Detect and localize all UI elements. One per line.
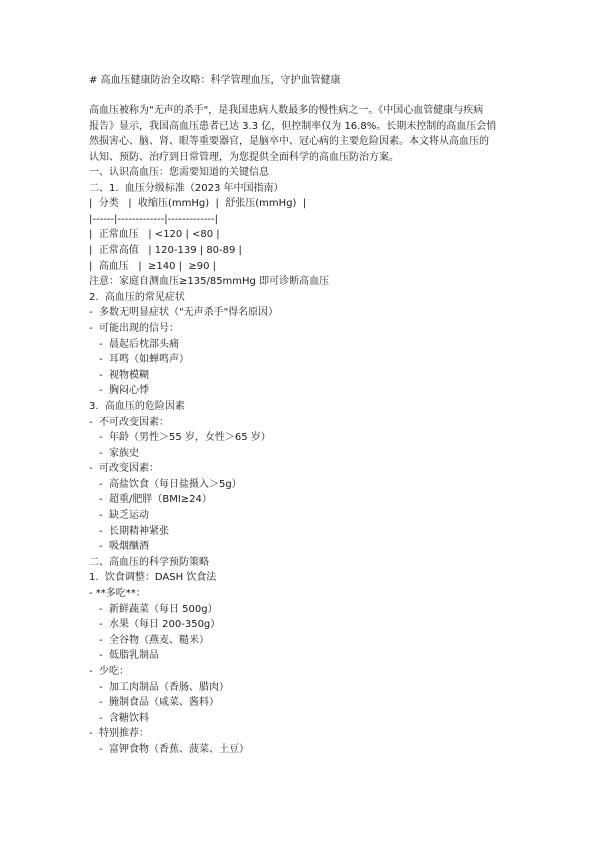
body-line: 二、1. 血压分级标准（2023 年中国指南）	[89, 182, 284, 194]
sub-list-item: - 家族史	[99, 447, 139, 459]
body-line: | 正常高值 | 120-139 | 80-89 |	[89, 244, 242, 256]
sub-list-item: - 低脂乳制品	[99, 650, 159, 662]
sub-list-item: - 富钾食物（香蕉、菠菜、土豆）	[99, 743, 249, 755]
sub-list-item: - 水果（每日 200-350g）	[99, 619, 221, 631]
intro-paragraph	[89, 103, 509, 165]
body-line: 二、高血压的科学预防策略	[89, 556, 209, 568]
sub-list-item: - 吸烟酗酒	[99, 541, 149, 553]
body-line: - 不可改变因素：	[89, 416, 169, 428]
body-line: | 正常血压 | <120 | <80 |	[89, 229, 220, 241]
document-title: # 高血压健康防治全攻略：科学管理血压，守护血管健康	[89, 75, 341, 86]
body-line: 3. 高血压的危险因素	[89, 400, 185, 412]
body-line: - 可能出现的信号：	[89, 322, 179, 334]
intro-line: 认知、预防、治疗到日常管理，为您提供全面科学的高血压防治方案。	[89, 151, 399, 163]
body-line: - **多吃**：	[89, 588, 146, 600]
sub-list-item: - 胸闷心悸	[99, 385, 149, 397]
intro-line: 报告》显示，我国高血压患者已达 3.3 亿，但控制率仅为 16.8%。长期未控制的高血压会悄	[89, 120, 497, 132]
body-line: - 可改变因素：	[89, 463, 159, 475]
sub-list-item: - 加工肉制品（香肠、腊肉）	[99, 681, 229, 693]
intro-line: 高血压被称为"无声的杀手"，是我国患病人数最多的慢性病之一。《中国心血管健康与疾病	[89, 105, 484, 116]
sub-list-item: - 超重/肥胖（BMI≥24）	[99, 494, 212, 506]
body-line: - 少吃：	[89, 666, 129, 677]
body-line: 一、认识高血压：您需要知道的关键信息	[89, 167, 269, 178]
sub-list-item: - 长期精神紧张	[99, 525, 169, 537]
body-line: | 分类 | 收缩压(mmHg) | 舒张压(mmHg) |	[89, 198, 307, 210]
sub-list-item: - 新鲜蔬菜（每日 500g）	[99, 603, 218, 615]
sub-list-item: - 全谷物（燕麦、糙米）	[99, 634, 209, 646]
body-line: - 多数无明显症状（"无声杀手"得名原因）	[89, 307, 279, 319]
sub-list-item: - 含糖饮料	[99, 712, 149, 724]
sub-list-item: - 年龄（男性＞55 岁，女性＞65 岁）	[99, 432, 271, 444]
body-line: 注意：家庭自测血压≥135/85mmHg 即可诊断高血压	[89, 276, 330, 288]
body-line: | 高血压 | ≥140 | ≥90 |	[89, 260, 217, 272]
sub-list-item: - 缺乏运动	[99, 510, 149, 522]
body-line: |------|-------------|-------------|	[89, 213, 218, 225]
body-line: 2. 高血压的常见症状	[89, 291, 185, 303]
sub-list-item: - 视物模糊	[99, 369, 149, 381]
sub-list-item: - 晨起后枕部头痛	[99, 338, 179, 350]
sub-list-item: - 耳鸣（如蝉鸣声）	[99, 354, 189, 366]
body-line: - 特别推荐：	[89, 728, 149, 740]
sub-list-item: - 高盐饮食（每日盐摄入＞5g）	[99, 478, 242, 490]
document-body	[89, 165, 329, 758]
sub-list-item: - 腌制食品（咸菜、酱料）	[99, 697, 219, 709]
intro-line: 然损害心、脑、肾、眼等重要器官，是脑卒中、冠心病的主要危险因素。本文将从高血压的	[89, 136, 489, 148]
body-line: 1. 饮食调整：DASH 饮食法	[89, 572, 217, 584]
